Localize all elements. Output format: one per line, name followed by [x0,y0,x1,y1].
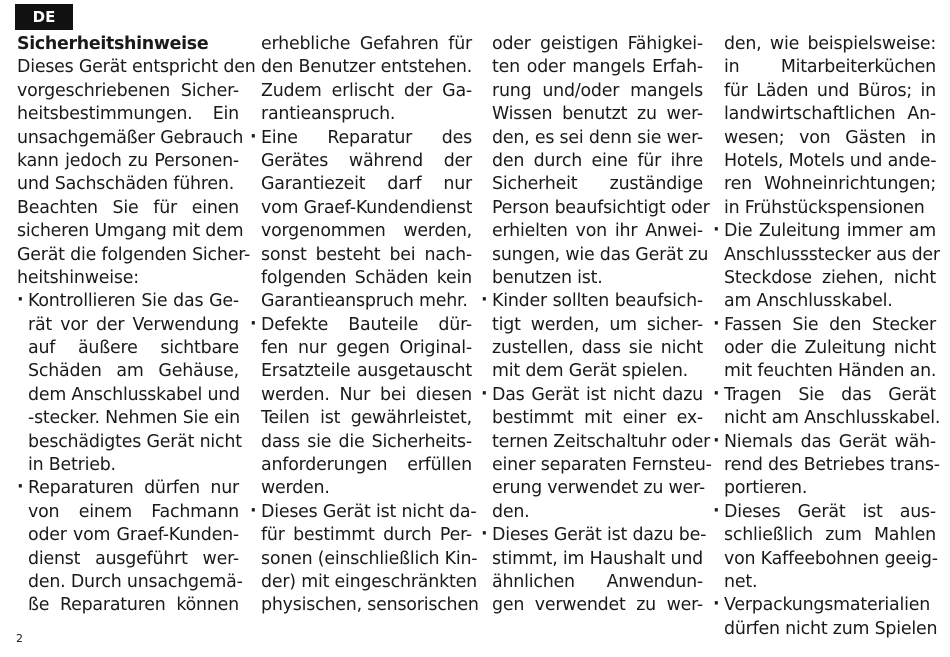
text-line: Person beaufsichtigt oder [492,197,710,218]
section-heading: Sicherheitshinweise [17,34,209,54]
bullet-line: · Tragen Sie das Gerät [713,384,936,407]
text-line: folgenden Schäden kein [261,267,472,288]
text-column-4 [713,33,941,641]
text-line: den, wie beispielsweise: [724,34,936,54]
text-line: ren Wohneinrichtungen; [724,174,936,195]
text-line: ternen Zeitschaltuhr oder [492,431,711,452]
text-line: dürfen nicht zum Spielen [724,618,938,639]
text-line: schließlich zum Mahlen [724,525,936,546]
text-line: rantieanspruch. [261,104,396,125]
text-line: portieren. [724,478,808,499]
text-line: ähnlichen Anwendun- [492,571,703,592]
text-line: beschädigtes Gerät nicht [28,431,242,452]
text-line: dienst ausgeführt wer- [28,548,239,569]
text-line: oder vom Graef-Kunden- [28,525,239,546]
bullet-line: · Fassen Sie den Stecker [713,314,936,337]
text-line: erung verwendet zu wer- [492,478,705,499]
text-line: wesen; von Gästen in [724,127,936,148]
text-line: landwirtschaftlichen An- [724,104,936,125]
bullet-line: · Kinder sollten beaufsich- [481,290,703,313]
text-line: am Anschlusskabel. [724,291,893,312]
text-line: sonen (einschließlich Kin- [261,548,478,569]
text-column-1 [17,33,256,618]
text-line: dass sie die Sicherheits- [261,431,472,452]
text-line: sungen, wie das Gerät zu [492,244,709,265]
text-line: vorgeschriebenen Sicher- [17,80,239,101]
text-line: erhielten von ihr Anwei- [492,221,703,242]
text-line: dem Anschlusskabel und [28,384,240,405]
text-line: Steckdose ziehen, nicht [724,267,936,288]
text-line: heitshinweise: [17,267,139,288]
text-line: rend des Betriebes trans- [724,455,940,476]
text-line: fen nur gegen Original- [261,338,472,359]
text-line: ten oder mangels Erfah- [492,57,703,78]
text-line: Garantiezeit darf nur [261,174,472,195]
text-line: Wissen benutzt zu wer- [492,104,703,125]
text-line: ße Reparaturen können [28,595,239,616]
text-line: Hotels, Motels und ande- [724,150,937,171]
text-line: rung und/oder mangels [492,80,703,101]
text-line: von Kaffeebohnen geeig- [724,548,938,569]
text-line: benutzen ist. [492,267,603,288]
text-line: den Benutzer entstehen. [261,57,473,78]
text-line: Garantieanspruch mehr. [261,291,468,312]
text-line: Schäden am Gehäuse, [28,361,239,382]
text-line: tigt werden, um sicher- [492,314,703,335]
bullet-line: · Verpackungsmaterialien [713,594,936,617]
text-line: Ersatzteile ausgetauscht [261,361,472,382]
text-line: bestimmt mit einer ex- [492,408,703,429]
text-line: anforderungen erfüllen [261,455,472,476]
text-line: werden. [261,478,330,499]
text-line: oder geistigen Fähigkei- [492,34,703,54]
text-line: der) mit eingeschränkten [261,571,477,592]
text-line: sonst besteht bei nach- [261,244,472,265]
text-line: den. [492,501,530,522]
bullet-line: · Dieses Gerät ist aus- [713,501,936,524]
text-line: Sicherheit zuständige [492,174,703,195]
text-line: physischen, sensorischen [261,595,479,616]
text-line: in Betrieb. [28,455,116,476]
bullet-line: · Die Zuleitung immer am [713,220,936,243]
text-line: Gerät die folgenden Sicher- [17,244,251,265]
text-line: nicht am Anschlusskabel. [724,408,941,429]
bullet-line: · Reparaturen dürfen nur [17,477,239,500]
text-line: Anschlussstecker aus der [724,244,940,265]
text-line: net. [724,571,758,592]
text-line: Gerätes während der [261,150,472,171]
text-line: vorgenommen werden, [261,221,472,242]
bullet-line: · Das Gerät ist nicht dazu [481,384,703,407]
text-line: auf äußere sichtbare [28,338,239,359]
text-line: unsachgemäßer Gebrauch [17,127,244,148]
text-column-2 [250,33,479,618]
bullet-line: · Dieses Gerät ist nicht da- [250,501,472,524]
text-line: Zudem erlischt der Ga- [261,80,472,101]
bullet-line: · Niemals das Gerät wäh- [713,431,936,454]
text-line: Beachten Sie für einen [17,197,239,218]
text-line: in Frühstückspensionen [724,197,925,218]
text-line: mit dem Gerät spielen. [492,361,688,382]
bullet-line: · Dieses Gerät ist dazu be- [481,524,703,547]
text-line: heitsbestimmungen. Ein [17,104,239,125]
text-line: Dieses Gerät entspricht den [17,57,256,78]
bullet-line: · Kontrollieren Sie das Ge- [17,290,239,313]
text-line: in Mitarbeiterküchen [724,57,936,78]
text-line: erhebliche Gefahren für [261,34,472,54]
bullet-line: · Defekte Bauteile dür- [250,314,472,337]
text-line: den. Durch unsachgemä- [28,571,243,592]
page-number: 2 [16,632,23,645]
text-line: den durch eine für ihre [492,150,703,171]
text-line: kann jedoch zu Personen- [17,150,239,171]
text-column-3 [481,33,712,618]
bullet-line: · Eine Reparatur des [250,127,472,150]
text-line: für bestimmt durch Per- [261,525,472,546]
text-line: mit feuchten Händen an. [724,361,937,382]
text-line: werden. Nur bei diesen [261,384,472,405]
text-line: -stecker. Nehmen Sie ein [28,408,240,429]
text-line: gen verwendet zu wer- [492,595,703,616]
text-line: und Sachschäden führen. [17,174,235,195]
text-line: oder die Zuleitung nicht [724,338,936,359]
text-line: für Läden und Büros; in [724,80,936,101]
language-badge: DE [15,4,73,30]
text-line: sicheren Umgang mit dem [17,221,244,242]
text-line: vom Graef-Kundendienst [261,197,473,218]
text-line: Teilen ist gewährleistet, [261,408,472,429]
text-line: rät vor der Verwendung [28,314,239,335]
text-line: von einem Fachmann [28,501,239,522]
text-line: einer separaten Fernsteu- [492,455,712,476]
text-line: zustellen, dass sie nicht [492,338,703,359]
text-line: den, es sei denn sie wer- [492,127,703,148]
text-line: stimmt, im Haushalt und [492,548,703,569]
